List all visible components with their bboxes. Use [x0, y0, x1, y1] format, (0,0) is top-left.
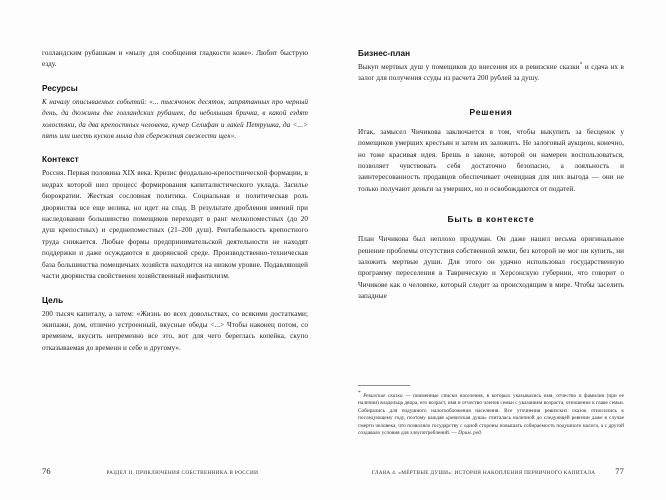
- heading-goal: Цель: [42, 295, 64, 305]
- left-page-footer: [0, 467, 333, 476]
- business-plan-text-part1: Выкуп мертвых душ у помещиков до внесения их в ревизские сказки: [358, 63, 580, 71]
- running-head-left: РАЗДЕЛ II. ПРИКЛЮЧЕНИЯ СОБСТВЕННИКА В РОССИИ: [106, 470, 259, 476]
- footnote-reference-marker: *: [579, 61, 583, 68]
- be-in-context-paragraph: План Чичикова был неплохо продуман. Он даже нашел весьма оригинальное решение проблемы отсутствия собственной земли, без которой не мог ни купить, ни заложить мертвые души. Для этого он удачно использовал государственную программу переселения в Таврическую и Херсонскую губернии, что говорит о Чичикове как о человеке, который следит за происходящим в мире. Чтобы заселить западные: [358, 235, 624, 301]
- footnote-marker: *: [358, 389, 361, 396]
- right-page: [333, 0, 666, 500]
- footnote-attribution: Прим. ред.: [458, 430, 483, 437]
- resources-paragraph: К началу описываемых событий: «... тысячонок десяток, запрятанных про черный день, да дюжины две голландских рубашек, да небольшая бричка, в какой ездят холостяки, да два крепостных человека, кучер Селифан и лакей Петрушка, да <...> пять или шесть кусков мыла для сбережения свежести щек».: [42, 97, 308, 141]
- footnote-term: Ревизские сказки: [363, 392, 403, 399]
- page-number-right: 77: [615, 467, 624, 476]
- continued-paragraph: голландским рубашкам и «мылу для сообщения гладкости коже». Любит быструю езду.: [42, 49, 308, 69]
- footnote-area: [358, 385, 624, 438]
- footnote-body: — поименные списки населения, в которых указывались имя, отчество и фамилия (при ее наличии) владельца двора, его возраст, имя и отчество членов семьи с указанием возраста, отношение к главе семьи. Собирались для подушного налогообложения населения. Все уточнения ревизских сказок относились к последующему году, поэтому каждая «ревизская душа» считалась наличной до следующей ревизии даже в случае смерти человека, что позволяло государству с одной стороны повышать собираемость подушного налога, а с другой создавало условия для злоупотреблений. —: [358, 392, 625, 437]
- heading-resources: Ресурсы: [42, 83, 78, 93]
- running-head-right: ГЛАВА 4. «МЁРТВЫЕ ДУШИ»: ИСТОРИЯ НАКОПЛЕНИЯ ПЕРВИЧНОГО КАПИТАЛА: [371, 470, 596, 476]
- heading-business-plan: Бизнес-план: [358, 49, 411, 58]
- heading-context: Контекст: [42, 155, 79, 165]
- right-page-footer: [333, 467, 666, 476]
- left-page-content: [0, 48, 333, 500]
- business-plan-paragraph: [358, 62, 624, 85]
- footnote-separator-rule: [358, 385, 410, 386]
- goal-paragraph: 200 тысяч капиталу, а затем: «Жизнь во всех довольствах, со всякими достатками; экипажи, дом, отлично устроенный, вкусные обеды <...> Чтобы наконец потом, со временем, вкусить непременно все это, вот для чего береглась копейка, скупо отказываемая до времени и себе и другому».: [42, 309, 308, 352]
- heading-solutions: Решения: [469, 106, 513, 117]
- context-paragraph: Россия. Первая половина XIX века. Кризис феодально-крепостнической формации, в недрах которой шел процесс формирования капиталистического уклада. Засилье бюрократии. Жесткая сословная политика. Социальная и политическая роль дворянства все еще велика, но идет на спад. В результате дробления имений при наследовании большинство помещиков переходит в ранг мелкопоместных (до 20 душ крепостных) и среднепоместных (21–200 душ). Рентабельность крепостного труда снижается. Любые формы предпринимательской деятельности не находят поддержки и даже осуждаются в дворянской среде. Производственно-техническая база большинства помещичьих хозяйств находится на низком уровне. Подавляющей части дворянства свойственен хозяйственный инфантилизм.: [42, 169, 308, 281]
- solutions-paragraph: Итак, замысел Чичикова заключается в том, чтобы выкупить за бесценок у помещиков умерших крестьян и затем их заложить. Не залоговый аукцион, конечно, но тоже красивая идея. Брешь в законе, которой он намерен воспользоваться, позволяет чувствовать себя достаточно безопасно, а лояльность и заинтересованность продавцов обеспечивает очевидная для них выгода — они не только получают деньги за умерших, но и освобождаются от податей.: [358, 127, 624, 193]
- page-number-left: 76: [42, 467, 51, 476]
- heading-be-in-context: Быть в контексте: [447, 214, 535, 225]
- footnote-text: [358, 390, 624, 438]
- business-plan-text-part2: и сдача их в залог для получения ссуды из расчета 200 рублей за душу.: [358, 63, 624, 83]
